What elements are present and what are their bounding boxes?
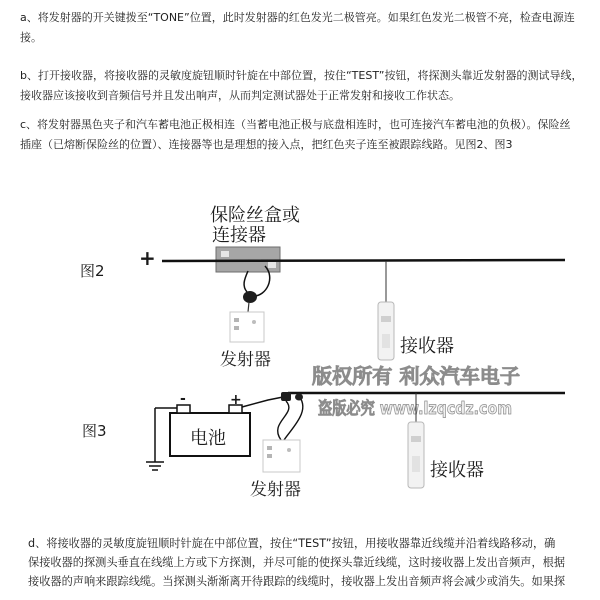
transmitter-button xyxy=(267,446,272,450)
figure-2 xyxy=(80,205,565,370)
watermark-copyright: 版权所有 利众汽车电子 xyxy=(312,364,520,388)
transmitter-led-icon xyxy=(287,448,291,452)
clip-wire xyxy=(278,401,289,440)
paragraph-c-line-1: c、将发射器黑色夹子和汽车蓄电池正极相连（当蓄电池正极与底盘相连时，也可连接汽车蓄电池的负极）。保险丝 xyxy=(20,118,571,131)
figure-3-label: 图3 xyxy=(82,422,107,440)
test-lead xyxy=(248,302,249,312)
watermark-website: 盗版必究 www.lzqcdz.com xyxy=(318,399,551,419)
receiver-speaker-icon xyxy=(412,456,420,472)
paragraph-c-line-2: 插座（已熔断保险丝的位置）、连接器等也是理想的接入点，把红色夹子连至被跟踪线路。见图2、图3 xyxy=(20,137,513,151)
receiver-speaker-icon xyxy=(382,334,390,348)
alligator-clip xyxy=(295,394,303,401)
receiver-device xyxy=(408,422,424,488)
receiver-device xyxy=(378,302,394,360)
transmitter-label: 发射器 xyxy=(220,350,271,370)
positive-sign: + xyxy=(139,246,156,270)
battery-positive-wire xyxy=(242,397,283,407)
fuse-box-label-line-2: 连接器 xyxy=(212,225,266,246)
battery-plus-sign: + xyxy=(230,392,242,408)
receiver-button xyxy=(411,436,421,442)
transmitter-button xyxy=(234,326,239,330)
paragraph-d-line-3: 接收器的声响来跟踪线缆。当探测头渐渐离开待跟踪的线缆时，接收器上发出音频声将会减少或消失。如果探 xyxy=(28,575,566,588)
clip-wire xyxy=(244,271,248,292)
receiver-label: 接收器 xyxy=(400,336,454,357)
alligator-clip xyxy=(281,392,291,401)
fuse-box-label-line-1: 保险丝盒或 xyxy=(210,205,300,226)
battery-label: 电池 xyxy=(190,428,226,449)
paragraph-a-line-2: 接。 xyxy=(20,30,42,44)
paragraph-b-line-1: b、打开接收器，将接收器的灵敏度旋钮顺时针旋在中部位置，按住“TEST”按钮，将探测头靠近发射器的测试导线， xyxy=(20,69,583,82)
fuse-box-slot xyxy=(268,262,276,268)
paragraph-d-line-2: 保接收器的探测头垂直在线缆上方或下方探测，并尽可能的使探头靠近线缆，这时接收器上发出音频声，根据 xyxy=(28,556,566,569)
receiver-label: 接收器 xyxy=(430,460,484,481)
transmitter-button xyxy=(234,318,239,322)
figure-2-label: 图2 xyxy=(80,262,105,280)
battery-minus-sign: - xyxy=(180,391,186,407)
paragraph-b-line-2: 接收器应该接收到音频信号并且发出响声，从而判定测试器处于正常发射和接收工作状态。 xyxy=(20,88,460,102)
paragraph-d xyxy=(28,534,565,591)
transmitter-label: 发射器 xyxy=(250,480,301,500)
transmitter-led-icon xyxy=(252,320,256,324)
paragraph-d-line-1: d、将接收器的灵敏度旋钮顺时针旋在中部位置，按住“TEST”按钮，用接收器靠近线缆并沿着线路移动，确 xyxy=(28,537,556,550)
circuit-wire xyxy=(162,260,565,261)
alligator-clip xyxy=(243,291,257,303)
paragraph-a-line-1: a、将发射器的开关键拨至“TONE”位置，此时发射器的红色发光二极管亮。如果红色发光二极管不亮，检查电源连 xyxy=(20,11,575,24)
receiver-button xyxy=(381,316,391,322)
fuse-box-slot xyxy=(221,251,229,257)
transmitter-button xyxy=(267,454,272,458)
